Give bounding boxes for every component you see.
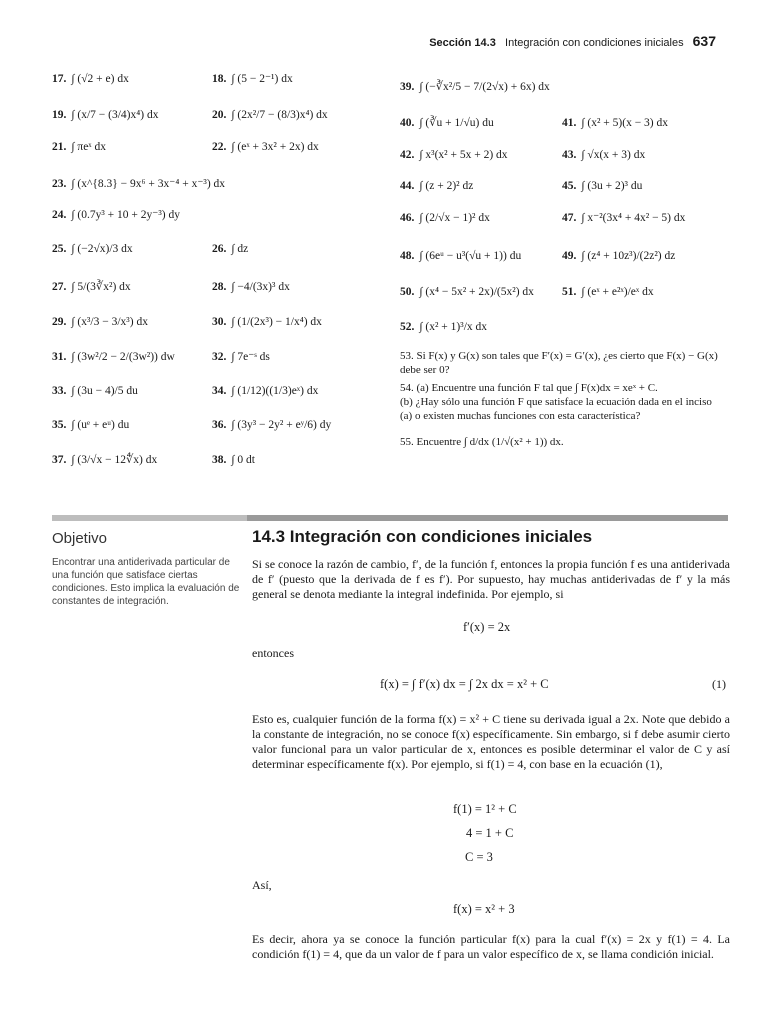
exercise-31: 31. ∫ (3w²/2 − 2/(3w²)) dw	[52, 351, 175, 363]
exercise-49: 49. ∫ (z⁴ + 10z³)/(2z²) dz	[562, 250, 676, 262]
exercise-41: 41. ∫ (x² + 5)(x − 3) dx	[562, 117, 669, 129]
section-divider-left	[52, 515, 247, 521]
equation-1-number: (1)	[712, 677, 726, 691]
problem-54b: (b) ¿Hay sólo una función F que satisface la ecuación dada en el inciso (a) o existen muchas funciones con esta característica?	[400, 396, 712, 422]
exercise-17: 17. ∫ (√2 + e) dx	[52, 73, 129, 85]
exercise-36: 36. ∫ (3y³ − 2y² + eʸ/6) dy	[212, 419, 332, 431]
exercise-37: 37. ∫ (3/√x − 12∜x) dx	[52, 454, 158, 466]
page-number: 637	[692, 33, 716, 49]
exercise-47: 47. ∫ x⁻²(3x⁴ + 4x² − 5) dx	[562, 212, 686, 224]
exercise-46: 46. ∫ (2/√x − 1)² dx	[400, 212, 490, 224]
exercise-51: 51. ∫ (eˣ + e²ˣ)/eˣ dx	[562, 286, 654, 298]
exercise-20: 20. ∫ (2x²/7 − (8/3)x⁴) dx	[212, 109, 328, 121]
header-section: Sección 14.3	[429, 37, 496, 49]
exercise-24: 24. ∫ (0.7y³ + 10 + 2y⁻³) dy	[52, 209, 180, 221]
paragraph-2: Esto es, cualquier función de la forma f(x) = x² + C tiene su derivada igual a 2x. Note que debido a la constante de integración, no se conoce f(x) específicamente. Sin embargo, si f debe asumir cierto valor funcional para un valor particular de x, entonces es posible determinar el valor de C y así determinar específicamente f(x). Por ejemplo, si f(1) = 4, con base en la ecuación (1),	[252, 712, 730, 771]
exercise-52: 52. ∫ (x² + 1)³/x dx	[400, 321, 488, 333]
exercise-26: 26. ∫ dz	[212, 243, 249, 255]
problem-55: 55. Encuentre ∫ d/dx (1/√(x² + 1)) dx.	[400, 436, 564, 448]
exercise-29: 29. ∫ (x³/3 − 3/x³) dx	[52, 316, 148, 328]
exercise-39: 39. ∫ (−∛x²/5 − 7/(2√x) + 6x) dx	[400, 81, 550, 93]
problem-54a: 54. (a) Encuentre una función F tal que ∫ F(x)dx = xeˣ + C.	[400, 382, 658, 394]
exercise-35: 35. ∫ (uᵉ + eᵘ) du	[52, 419, 130, 431]
equation-1: f(x) = ∫ f′(x) dx = ∫ 2x dx = x² + C	[380, 677, 549, 691]
exercise-42: 42. ∫ x³(x² + 5x + 2) dx	[400, 149, 508, 161]
exercise-43: 43. ∫ √x(x + 3) dx	[562, 149, 646, 161]
exercise-27: 27. ∫ 5/(3∛x²) dx	[52, 281, 131, 293]
exercise-21: 21. ∫ πeˣ dx	[52, 141, 107, 153]
exercise-28: 28. ∫ −4/(3x)³ dx	[212, 281, 290, 293]
exercise-40: 40. ∫ (∛u + 1/√u) du	[400, 117, 494, 129]
equation-f-prime: f′(x) = 2x	[463, 620, 511, 634]
exercise-34: 34. ∫ (1/12)((1/3)eˣ) dx	[212, 385, 319, 397]
exercise-25: 25. ∫ (−2√x)/3 dx	[52, 243, 133, 255]
paragraph-1: Si se conoce la razón de cambio, f′, de la función f, entonces la propia función f es una antiderivada de f′ (puesto que la derivada de f es f′). Por supuesto, hay muchas antiderivadas de f′ y la más general se denota mediante la integral indefinida. Por ejemplo, si	[252, 557, 730, 601]
objective-body: Encontrar una antiderivada particular de una función que satisface ciertas condiciones. Esto implica la evaluación de constantes de integración.	[52, 557, 240, 607]
exercise-19: 19. ∫ (x/7 − (3/4)x⁴) dx	[52, 109, 159, 121]
exercise-18: 18. ∫ (5 − 2⁻¹) dx	[212, 73, 293, 85]
paragraph-3: Es decir, ahora ya se conoce la función particular f(x) para la cual f′(x) = 2x y f(1) = 4. La condición f(1) = 4, que da un valor de f para un valor específico de x, se llama condición inicial.	[252, 932, 730, 961]
exercise-45: 45. ∫ (3u + 2)³ du	[562, 180, 643, 192]
word-asi: Así,	[252, 878, 272, 892]
calc-line-1: f(1) = 1² + C	[453, 802, 517, 816]
exercise-38: 38. ∫ 0 dt	[212, 454, 255, 466]
exercise-48: 48. ∫ (6eᵘ − u³(√u + 1)) du	[400, 250, 522, 262]
equation-3: f(x) = x² + 3	[453, 902, 515, 916]
word-entonces: entonces	[252, 646, 294, 660]
calc-line-3: C = 3	[465, 850, 493, 864]
section-title: 14.3 Integración con condiciones iniciales	[252, 527, 593, 546]
header-title: Integración con condiciones iniciales	[505, 37, 684, 49]
calc-line-2: 4 = 1 + C	[466, 826, 514, 840]
exercise-23: 23. ∫ (x^{8.3} − 9x⁶ + 3x⁻⁴ + x⁻³) dx	[52, 178, 226, 190]
problem-53: 53. Si F(x) y G(x) son tales que F′(x) = G′(x), ¿es cierto que F(x) − G(x) debe ser 0?	[400, 350, 718, 376]
exercise-22: 22. ∫ (eˣ + 3x² + 2x) dx	[212, 141, 319, 153]
objective-title: Objetivo	[52, 530, 108, 547]
exercise-32: 32. ∫ 7e⁻ˢ ds	[212, 351, 270, 363]
page-header	[429, 33, 716, 49]
exercise-50: 50. ∫ (x⁴ − 5x² + 2x)/(5x²) dx	[400, 286, 534, 298]
exercise-33: 33. ∫ (3u − 4)/5 du	[52, 385, 138, 397]
exercise-30: 30. ∫ (1/(2x³) − 1/x⁴) dx	[212, 316, 322, 328]
exercise-44: 44. ∫ (z + 2)² dz	[400, 180, 474, 192]
